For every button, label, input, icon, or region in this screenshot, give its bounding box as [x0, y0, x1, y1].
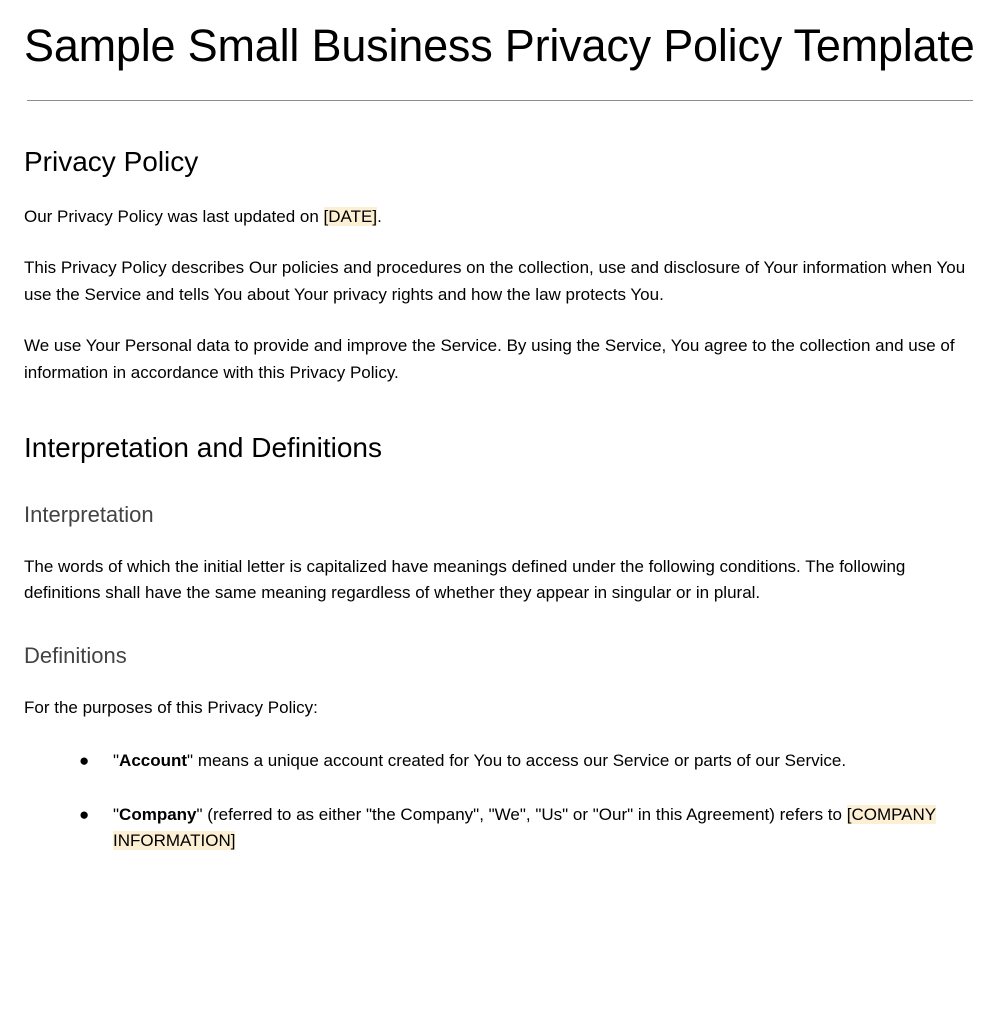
sub-heading-definitions: Definitions — [24, 643, 127, 669]
sub-heading-interpretation: Interpretation — [24, 501, 154, 527]
bullet-icon: ● — [79, 750, 90, 770]
quote-close: " — [196, 804, 203, 824]
definition-term: Account — [119, 750, 188, 770]
quote-open: " — [113, 804, 120, 824]
quote-open: " — [113, 750, 120, 770]
section-heading-interpretation-and-definitions: Interpretation and Definitions — [24, 431, 382, 463]
last-updated-suffix: . — [377, 207, 382, 227]
definition-term: Company — [119, 804, 197, 824]
bullet-icon: ● — [79, 804, 90, 824]
page-title: Sample Small Business Privacy Policy Template — [24, 20, 975, 71]
definition-text: (referred to as either "the Company", "We", "Us" or "Our" in this Agreement) refers to — [202, 804, 847, 824]
section-heading-privacy-policy: Privacy Policy — [24, 145, 199, 177]
last-updated-prefix: Our Privacy Policy was last updated on — [24, 207, 324, 227]
placeholder-date: [DATE] — [323, 207, 378, 227]
paragraph-policy-description: This Privacy Policy describes Our policies and procedures on the collection, use and disclosure of Your information when You use the Service and tells You about Your privacy rights and how the law protects You. — [24, 258, 966, 304]
paragraph-last-updated — [24, 204, 976, 231]
quote-close: " — [187, 750, 194, 770]
placeholder-company-information: [COMPANY INFORMATION] — [113, 804, 937, 851]
paragraph-personal-data-use: We use Your Personal data to provide and improve the Service. By using the Service, You agree to the collection and use of information in accordance with this Privacy Policy. — [24, 335, 955, 382]
definitions-list — [24, 748, 976, 856]
definition-text: means a unique account created for You to access our Service or parts of our Service. — [193, 750, 847, 770]
paragraph-interpretation: The words of which the initial letter is capitalized have meanings defined under the following conditions. The following definitions shall have the same meaning regardless of whether they appear in singular or in plural. — [24, 556, 906, 603]
list-item — [24, 802, 976, 856]
title-divider — [27, 100, 973, 101]
document-page — [0, 14, 1000, 855]
list-item — [24, 748, 976, 775]
paragraph-definitions-intro: For the purposes of this Privacy Policy: — [24, 697, 318, 717]
